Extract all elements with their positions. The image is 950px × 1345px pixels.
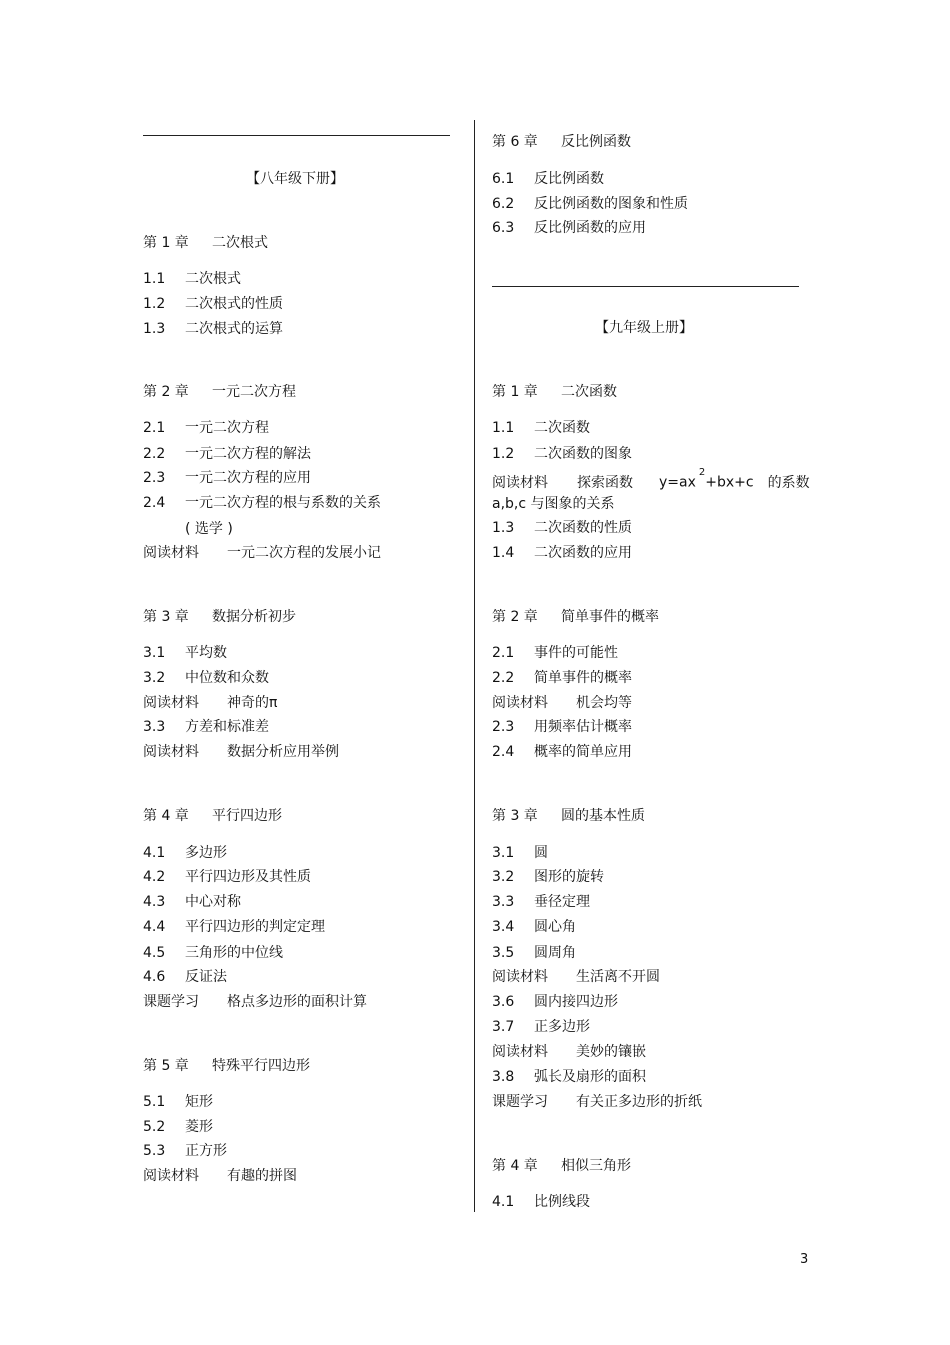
entry-title: 圆内接四边形 — [534, 994, 618, 1010]
toc-extra-entry — [492, 694, 632, 712]
entry-number: 1.2 — [143, 296, 166, 312]
chapter-heading — [492, 807, 645, 825]
entry-title: 中心对称 — [185, 894, 241, 910]
entry-number: 2.3 — [492, 719, 515, 735]
entry-title: 反比例函数 — [534, 171, 604, 187]
chapter-title: 圆的基本性质 — [561, 808, 645, 824]
toc-entry — [143, 1093, 213, 1111]
toc-entry — [492, 1193, 590, 1211]
toc-entry — [143, 494, 381, 512]
entry-title: 一元二次方程的解法 — [185, 446, 311, 462]
grade-title: 【九年级上册】 — [595, 320, 693, 336]
entry-title: 圆周角 — [534, 945, 576, 961]
entry-title-tail: 的系数 — [767, 474, 810, 491]
entry-title: 方差和标准差 — [185, 719, 269, 735]
toc-entry — [492, 544, 632, 562]
entry-title: 二次根式的性质 — [185, 296, 283, 312]
entry-number: 3.2 — [492, 869, 515, 885]
toc-entry — [143, 918, 325, 936]
chapter-heading — [143, 608, 296, 626]
entry-number: 1.4 — [492, 545, 515, 561]
entry-number: 4.2 — [143, 869, 166, 885]
entry-number: 3.4 — [492, 919, 515, 935]
entry-title: 平均数 — [185, 645, 227, 661]
entry-title: 平行四边形及其性质 — [185, 869, 311, 885]
chapter-heading — [143, 383, 296, 401]
entry-title: 反比例函数的应用 — [534, 220, 646, 236]
entry-number: 6.3 — [492, 220, 515, 236]
entry-number: 2.2 — [143, 446, 166, 462]
toc-entry — [143, 968, 227, 986]
entry-number: 阅读材料 — [143, 1168, 199, 1184]
toc-entry — [143, 445, 311, 463]
entry-number: 3.2 — [143, 670, 166, 686]
toc-extra-entry — [492, 467, 810, 492]
entry-number: 6.2 — [492, 196, 515, 212]
toc-extra-entry — [492, 968, 660, 986]
chapter-title: 平行四边形 — [212, 808, 282, 824]
entry-number: 2.4 — [492, 744, 515, 760]
entry-title: 机会均等 — [576, 695, 632, 711]
entry-title: 正方形 — [185, 1143, 227, 1159]
toc-entry — [492, 519, 632, 537]
entry-title: 多边形 — [185, 845, 227, 861]
entry-title: 菱形 — [185, 1119, 213, 1135]
toc-entry — [492, 893, 590, 911]
entry-title: 垂径定理 — [534, 894, 590, 910]
entry-title: 反证法 — [185, 969, 227, 985]
entry-title: 中位数和众数 — [185, 670, 269, 686]
entry-title-continued: a,b,c 与图象的关系 — [492, 496, 615, 512]
toc-entry — [492, 1068, 646, 1086]
toc-extra-entry — [143, 694, 277, 712]
formula-base: y=ax — [659, 474, 696, 491]
toc-entry — [143, 520, 233, 538]
chapter-title: 一元二次方程 — [212, 384, 296, 400]
page-number: 3 — [800, 1252, 809, 1267]
entry-title: 二次函数 — [534, 420, 590, 436]
chapter-label: 第 1 章 — [143, 235, 189, 251]
toc-entry — [143, 320, 283, 338]
entry-number: 3.7 — [492, 1019, 515, 1035]
toc-entry — [492, 170, 604, 188]
entry-number: 4.4 — [143, 919, 166, 935]
entry-title: 比例线段 — [534, 1194, 590, 1210]
entry-title: 二次根式的运算 — [185, 321, 283, 337]
entry-title: 事件的可能性 — [534, 645, 618, 661]
chapter-label: 第 6 章 — [492, 134, 538, 150]
entry-number: 阅读材料 — [492, 474, 548, 491]
entry-number: 3.5 — [492, 945, 515, 961]
toc-entry — [143, 868, 311, 886]
entry-title: 反比例函数的图象和性质 — [534, 196, 688, 212]
entry-number: 2.3 — [143, 470, 166, 486]
toc-extra-entry — [143, 1167, 297, 1185]
chapter-label: 第 4 章 — [143, 808, 189, 824]
entry-number: 2.2 — [492, 670, 515, 686]
chapter-title: 二次函数 — [561, 384, 617, 400]
entry-title: 二次函数的性质 — [534, 520, 632, 536]
entry-title: 平行四边形的判定定理 — [185, 919, 325, 935]
entry-number: 1.2 — [492, 446, 515, 462]
chapter-label: 第 3 章 — [492, 808, 538, 824]
entry-number: 课题学习 — [492, 1094, 548, 1110]
entry-title: 二次函数的图象 — [534, 446, 632, 462]
chapter-heading — [492, 608, 659, 626]
entry-title: 探索函数 — [577, 474, 633, 491]
entry-number: 阅读材料 — [492, 969, 548, 985]
divider-left-top — [143, 135, 450, 136]
entry-number: 2.4 — [143, 495, 166, 511]
chapter-heading — [492, 133, 631, 151]
chapter-title: 二次根式 — [212, 235, 268, 251]
entry-title: 二次函数的应用 — [534, 545, 632, 561]
toc-entry — [143, 669, 269, 687]
entry-title: 二次根式 — [185, 271, 241, 287]
column-divider — [474, 120, 475, 1212]
toc-entry — [143, 844, 227, 862]
entry-number: 4.5 — [143, 945, 166, 961]
entry-number: 3.3 — [143, 719, 166, 735]
chapter-heading — [143, 234, 268, 252]
entry-title: 一元二次方程的根与系数的关系 — [185, 495, 381, 511]
entry-title: 美妙的镶嵌 — [576, 1044, 646, 1060]
toc-entry — [143, 1118, 213, 1136]
toc-entry — [143, 1142, 227, 1160]
entry-number: 1.1 — [143, 271, 166, 287]
toc-entry — [143, 270, 241, 288]
toc-extra-entry — [143, 993, 367, 1011]
entry-number: 4.1 — [143, 845, 166, 861]
toc-entry — [143, 295, 283, 313]
entry-number: 5.3 — [143, 1143, 166, 1159]
entry-title: 矩形 — [185, 1094, 213, 1110]
toc-entry — [492, 195, 688, 213]
divider-right-mid — [492, 286, 799, 287]
entry-title: 圆心角 — [534, 919, 576, 935]
entry-title: 数据分析应用举例 — [227, 744, 339, 760]
chapter-label: 第 4 章 — [492, 1158, 538, 1174]
entry-number: 3.3 — [492, 894, 515, 910]
entry-title: 简单事件的概率 — [534, 670, 632, 686]
chapter-title: 相似三角形 — [561, 1158, 631, 1174]
toc-entry — [143, 944, 283, 962]
toc-entry — [143, 893, 241, 911]
toc-entry — [492, 718, 632, 736]
chapter-label: 第 2 章 — [492, 609, 538, 625]
chapter-label: 第 2 章 — [143, 384, 189, 400]
entry-title: 正多边形 — [534, 1019, 590, 1035]
entry-title: 生活离不开圆 — [576, 969, 660, 985]
toc-extra-entry — [492, 1043, 646, 1061]
entry-title: 一元二次方程的应用 — [185, 470, 311, 486]
chapter-heading — [492, 383, 617, 401]
entry-title: 一元二次方程 — [185, 420, 269, 436]
toc-entry — [492, 844, 548, 862]
chapter-title: 反比例函数 — [561, 134, 631, 150]
toc-entry — [492, 419, 590, 437]
toc-entry — [143, 469, 311, 487]
entry-title: 有趣的拼图 — [227, 1168, 297, 1184]
entry-title: 图形的旋转 — [534, 869, 604, 885]
entry-title: 圆 — [534, 845, 548, 861]
entry-number: 5.1 — [143, 1094, 166, 1110]
toc-entry — [492, 669, 632, 687]
entry-title: 弧长及扇形的面积 — [534, 1069, 646, 1085]
formula-exponent: 2 — [698, 467, 706, 478]
toc-extra-entry — [143, 743, 339, 761]
entry-title: 有关正多边形的折纸 — [576, 1094, 702, 1110]
chapter-label: 第 3 章 — [143, 609, 189, 625]
entry-number: 阅读材料 — [492, 695, 548, 711]
chapter-heading — [143, 1057, 310, 1075]
chapter-heading — [492, 1157, 631, 1175]
entry-number: 1.3 — [143, 321, 166, 337]
entry-number: 3.6 — [492, 994, 515, 1010]
entry-number: 3.8 — [492, 1069, 515, 1085]
chapter-label: 第 1 章 — [492, 384, 538, 400]
toc-entry — [492, 918, 576, 936]
entry-title: 一元二次方程的发展小记 — [227, 545, 381, 561]
toc-entry — [492, 644, 618, 662]
entry-number: 4.3 — [143, 894, 166, 910]
toc-entry — [492, 944, 576, 962]
entry-number: 阅读材料 — [143, 695, 199, 711]
chapter-label: 第 5 章 — [143, 1058, 189, 1074]
entry-number: 阅读材料 — [143, 545, 199, 561]
entry-number: 3.1 — [143, 645, 166, 661]
entry-number: 2.1 — [492, 645, 515, 661]
toc-entry — [492, 219, 646, 237]
entry-number: 4.1 — [492, 1194, 515, 1210]
formula-rest: +bx+c — [705, 474, 754, 491]
entry-title: 用频率估计概率 — [534, 719, 632, 735]
chapter-title: 特殊平行四边形 — [212, 1058, 310, 1074]
entry-number: 课题学习 — [143, 994, 199, 1010]
entry-title: 神奇的π — [227, 695, 278, 711]
chapter-title: 数据分析初步 — [212, 609, 296, 625]
toc-entry — [143, 718, 269, 736]
grade-title: 【八年级下册】 — [246, 171, 344, 187]
toc-entry — [492, 445, 632, 463]
toc-extra-entry — [143, 544, 381, 562]
entry-number: 6.1 — [492, 171, 515, 187]
entry-number: 阅读材料 — [143, 744, 199, 760]
entry-number: 1.3 — [492, 520, 515, 536]
entry-number: 1.1 — [492, 420, 515, 436]
entry-title: ( 选学 ) — [185, 521, 233, 537]
toc-entry — [492, 993, 618, 1011]
toc-entry — [492, 868, 604, 886]
entry-number: 5.2 — [143, 1119, 166, 1135]
entry-number: 阅读材料 — [492, 1044, 548, 1060]
entry-number: 2.1 — [143, 420, 166, 436]
entry-number: 3.1 — [492, 845, 515, 861]
toc-entry — [143, 419, 269, 437]
toc-extra-entry — [492, 1093, 702, 1111]
chapter-heading — [143, 807, 282, 825]
entry-title: 格点多边形的面积计算 — [227, 994, 367, 1010]
entry-number: 4.6 — [143, 969, 166, 985]
entry-title: 概率的简单应用 — [534, 744, 632, 760]
chapter-title: 简单事件的概率 — [561, 609, 659, 625]
entry-title: 三角形的中位线 — [185, 945, 283, 961]
toc-entry — [492, 1018, 590, 1036]
toc-entry — [492, 743, 632, 761]
toc-entry — [143, 644, 227, 662]
